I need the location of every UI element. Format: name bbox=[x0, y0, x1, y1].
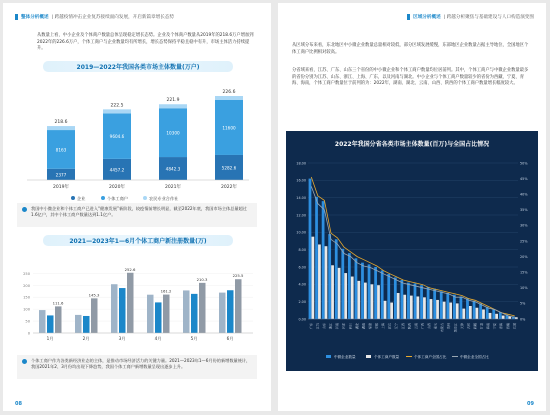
left-page bbox=[3, 3, 271, 411]
y-tick-label-left: 12.00 bbox=[296, 213, 306, 218]
bar-enterprises bbox=[420, 285, 423, 319]
x-tick-label: 河北 bbox=[341, 323, 346, 330]
info-icon bbox=[22, 359, 27, 364]
header-bar-icon bbox=[15, 14, 18, 20]
y-tick-label-left: 4.00 bbox=[298, 282, 306, 287]
page-number: 08 bbox=[15, 401, 22, 407]
bar-coop bbox=[215, 96, 243, 100]
paragraph-1: 从区域分布来看，东北地区中小微企业数量总量相对较低，部分区域发展缓慢，东部地区企业数量占据主导地位，全国地区个体工商户比例相对较高。 bbox=[292, 43, 529, 55]
label-individual: 9604.6 bbox=[109, 134, 125, 140]
x-tick-label: 广东 bbox=[308, 323, 313, 330]
bar bbox=[75, 315, 82, 333]
bar bbox=[199, 283, 206, 333]
label-total: 226.6 bbox=[222, 90, 236, 95]
x-tick-label: 5月 bbox=[190, 336, 198, 341]
legend-marker bbox=[71, 196, 75, 200]
bar-individual bbox=[351, 277, 354, 319]
x-tick-label: 4月 bbox=[154, 336, 162, 341]
x-tick-label: 3月 bbox=[118, 336, 126, 341]
bar-individual bbox=[482, 309, 485, 319]
x-tick-label: 吉林 bbox=[466, 323, 471, 330]
bar-individual bbox=[489, 313, 492, 319]
x-tick-label: 安徽 bbox=[374, 323, 379, 330]
bar-enterprises bbox=[440, 291, 443, 319]
chart3-title: 2022年我国分省各类市场主体数量(百万)与全国占比情况 bbox=[334, 141, 490, 148]
bar-enterprises bbox=[387, 274, 390, 319]
bar-enterprises bbox=[374, 267, 377, 319]
bar-enterprises bbox=[446, 293, 449, 319]
x-tick-label: 西藏 bbox=[505, 323, 510, 330]
bar-enterprises bbox=[335, 239, 338, 319]
y-tick-label: 150 bbox=[23, 295, 30, 300]
bar-individual bbox=[443, 302, 446, 319]
bar bbox=[235, 279, 242, 333]
chart1-title: 2019—2022年我国各类市场主体数量(万户) bbox=[43, 61, 233, 72]
bar-enterprises bbox=[479, 303, 482, 319]
bar-coop bbox=[103, 109, 131, 113]
x-tick-label: 黑龙江 bbox=[453, 323, 458, 333]
bar bbox=[47, 315, 54, 333]
right-page bbox=[278, 3, 546, 411]
bar-enterprises bbox=[355, 258, 358, 319]
x-tick-label: 陕西 bbox=[407, 323, 412, 330]
x-tick-label: 2021年 bbox=[165, 185, 181, 190]
bar-enterprises bbox=[414, 283, 417, 319]
bar-enterprises bbox=[492, 309, 495, 319]
label-individual: 10300 bbox=[166, 130, 180, 136]
y-tick-label-left: 0.00 bbox=[298, 317, 306, 322]
x-tick-label: 甘肃 bbox=[479, 323, 484, 330]
bar-individual bbox=[371, 284, 374, 319]
legend-label: 中微企业全国占比 bbox=[460, 355, 489, 359]
x-tick-label: 山西 bbox=[427, 323, 432, 330]
bar-enterprises bbox=[368, 264, 371, 319]
legend-label: 个体工商户全国占比 bbox=[414, 355, 447, 359]
y-tick-label-right: 20% bbox=[520, 254, 528, 259]
bar-enterprises bbox=[486, 307, 489, 319]
bar-individual bbox=[331, 265, 334, 319]
note1 bbox=[17, 203, 257, 227]
label-individual: 8163 bbox=[55, 147, 67, 153]
data-label: 210.3 bbox=[196, 276, 208, 282]
label-total: 222.5 bbox=[110, 103, 124, 109]
y-tick-label-right: 30% bbox=[520, 223, 528, 228]
bar bbox=[155, 302, 162, 333]
data-label: 225.5 bbox=[232, 273, 244, 279]
x-tick-label: 辽宁 bbox=[394, 323, 399, 330]
x-tick-label: 新疆 bbox=[472, 323, 477, 330]
y-tick-label-right: 45% bbox=[520, 176, 528, 181]
header-tag: 整体分析概述 bbox=[21, 15, 49, 20]
data-label: 145.3 bbox=[88, 292, 100, 298]
bar-individual bbox=[416, 296, 419, 319]
x-tick-label: 江西 bbox=[400, 323, 405, 330]
x-tick-label: 北京 bbox=[387, 323, 392, 330]
note2-text: 个体工商户作为各类新经济业态的主体，是推动市场经济活力的关键力量。2021—2023年1—6月份的新增数量统计，我国2021年2、3月份均出现下降趋势，我国个体工商户新增数量呈现出逐步上升。 bbox=[31, 358, 251, 370]
note1-text: 我国中小微企业和个体工商户已进入“健康发展”新阶段，较疫情前增长明显，截至2022年底，我国市场主体总量超过1.6亿户，其中个体工商户数量达到1.1亿户。 bbox=[31, 206, 248, 218]
bar-enterprises bbox=[499, 312, 502, 319]
x-tick-label: 天津 bbox=[459, 323, 464, 330]
header-bar-icon bbox=[407, 14, 410, 20]
bar-individual bbox=[456, 303, 459, 319]
bar-enterprises bbox=[394, 277, 397, 319]
bar-enterprises bbox=[309, 179, 312, 319]
legend-label: 企业 bbox=[77, 196, 86, 201]
x-tick-label: 湖南 bbox=[361, 323, 366, 330]
label-enterprise: 2377 bbox=[55, 172, 67, 178]
x-tick-label: 湖北 bbox=[354, 323, 359, 330]
bar-enterprises bbox=[341, 249, 344, 319]
bar bbox=[163, 295, 170, 333]
y-tick-label-left: 16.00 bbox=[296, 178, 306, 183]
bar-individual bbox=[311, 237, 314, 319]
bar-individual bbox=[476, 308, 479, 319]
x-tick-label: 江苏 bbox=[315, 323, 320, 330]
y-tick-label-right: 25% bbox=[520, 239, 528, 244]
bar-individual bbox=[397, 293, 400, 319]
bar bbox=[39, 310, 46, 333]
chart2 bbox=[17, 251, 257, 351]
bar-individual bbox=[430, 299, 433, 319]
bar-enterprises bbox=[328, 234, 331, 319]
bar bbox=[127, 273, 134, 333]
bar-enterprises bbox=[361, 263, 364, 319]
bar-enterprises bbox=[433, 289, 436, 319]
bar bbox=[183, 290, 190, 333]
chart2-title: 2021—2023年1—6月个体工商户新注册数量(万) bbox=[43, 235, 233, 246]
page-number: 09 bbox=[527, 401, 534, 407]
y-tick-label-left: 18.00 bbox=[296, 161, 306, 166]
header-text: | 跨越分析聚焦与基础建设与人口构造演变图 bbox=[443, 15, 534, 20]
bar-individual bbox=[515, 317, 518, 319]
note2 bbox=[17, 355, 257, 379]
paragraph-2: 分省域来看，江苏、广东、山东三个省份的中小微企业和个体工商户数量均位居前列。其中，个体工商户与中微企业数量最多的省份分别为江苏、山东、浙江、上海、广东，以及河南与湖北。中小企业与个体工商户数量较少的省份为西藏、宁夏、青海、海南，个体工商户数量位于前列的为：2022年，湖南、湖北、云南、山西、陕西的个体工商户数量增长幅度较大。 bbox=[292, 68, 529, 87]
bar-individual bbox=[449, 303, 452, 319]
x-tick-label: 青海 bbox=[499, 323, 504, 330]
page-header bbox=[15, 12, 259, 22]
page-header bbox=[290, 12, 534, 22]
y-tick-label-left: 6.00 bbox=[298, 265, 306, 270]
y-tick-label-left: 10.00 bbox=[296, 230, 306, 235]
bar-individual bbox=[344, 273, 347, 319]
x-tick-label: 浙江 bbox=[328, 323, 333, 330]
bar-individual bbox=[436, 300, 439, 319]
x-tick-label: 福建 bbox=[367, 323, 372, 330]
x-tick-label: 河南 bbox=[335, 323, 340, 330]
legend-marker bbox=[143, 196, 147, 200]
legend-label: 农民专业合作社 bbox=[149, 196, 179, 201]
chart3 bbox=[286, 149, 538, 371]
bar bbox=[55, 306, 62, 333]
label-total: 221.9 bbox=[166, 98, 180, 104]
bar-enterprises bbox=[460, 296, 463, 319]
label-enterprise: 4842.3 bbox=[165, 166, 181, 172]
legend-marker bbox=[101, 196, 105, 200]
label-total: 218.6 bbox=[54, 120, 68, 126]
bar-enterprises bbox=[453, 295, 456, 319]
y-tick-label: 250 bbox=[23, 271, 30, 276]
legend-label: 个体工商户数量 bbox=[374, 355, 400, 359]
x-tick-label: 兵团 bbox=[512, 323, 517, 330]
label-enterprise: 4457.2 bbox=[109, 167, 125, 173]
y-tick-label: 0 bbox=[27, 331, 30, 336]
x-tick-label: 2022年 bbox=[221, 185, 237, 190]
legend-label: 个体工商户 bbox=[107, 196, 128, 201]
bar-enterprises bbox=[348, 253, 351, 319]
x-tick-label: 重庆 bbox=[433, 323, 438, 330]
bar-individual bbox=[338, 268, 341, 319]
bar-individual bbox=[318, 244, 321, 319]
x-tick-label: 云南 bbox=[413, 323, 418, 330]
bar-individual bbox=[423, 297, 426, 319]
y-tick-label: 100 bbox=[23, 307, 30, 312]
bar-enterprises bbox=[473, 301, 476, 319]
x-tick-label: 6月 bbox=[226, 336, 234, 341]
bar-individual bbox=[462, 309, 465, 319]
bar-individual bbox=[325, 246, 328, 319]
y-tick-label-left: 2.00 bbox=[298, 299, 306, 304]
x-tick-label: 2019年 bbox=[53, 185, 69, 190]
bar bbox=[119, 288, 126, 333]
y-tick-label-right: 10% bbox=[520, 286, 528, 291]
bar-enterprises bbox=[400, 280, 403, 319]
bar-individual bbox=[469, 306, 472, 319]
x-tick-label: 1月 bbox=[46, 336, 54, 341]
bar-individual bbox=[384, 301, 387, 319]
data-label: 252.6 bbox=[124, 266, 136, 272]
x-tick-label: 广西 bbox=[420, 323, 425, 330]
y-tick-label-left: 8.00 bbox=[298, 247, 306, 252]
data-label: 111.6 bbox=[52, 300, 64, 306]
bar bbox=[83, 316, 90, 333]
y-tick-label: 50 bbox=[25, 319, 30, 324]
x-tick-label: 贵州 bbox=[446, 323, 451, 330]
label-individual: 11600 bbox=[222, 125, 236, 131]
x-tick-label: 2月 bbox=[82, 336, 90, 341]
bar-individual bbox=[410, 296, 413, 319]
y-tick-label-right: 50% bbox=[520, 161, 528, 166]
y-tick-label: 200 bbox=[23, 283, 30, 288]
x-tick-label: 内蒙古 bbox=[440, 323, 445, 333]
intro-paragraph: 从数量上看，中小企业及个体商户数量总体呈现稳定增长态势。企业及个体商户数量从2019年的218.6万户增加到2022年的226.6万户，个体工商户与企业数量均有所增长，增长态势保持平稳且稳中有升，市场主体活力持续提升。 bbox=[37, 33, 254, 52]
legend-label: 中微企业数量 bbox=[334, 355, 356, 359]
bar-individual bbox=[495, 314, 498, 319]
header-text: | 跨越疫情冲击企业复苏接续面向发展，开启新篇章增长态势 bbox=[51, 15, 175, 20]
header-tag: 区域分析概述 bbox=[413, 15, 441, 20]
y-tick-label-right: 35% bbox=[520, 208, 528, 213]
x-tick-label: 宁夏 bbox=[492, 323, 497, 330]
legend-marker bbox=[366, 355, 371, 358]
bar-enterprises bbox=[466, 298, 469, 319]
bar bbox=[219, 293, 226, 333]
bar-coop bbox=[47, 126, 75, 130]
y-tick-label-right: 15% bbox=[520, 270, 528, 275]
y-tick-label-right: 40% bbox=[520, 192, 528, 197]
bar bbox=[147, 295, 154, 333]
x-tick-label: 山东 bbox=[322, 323, 327, 330]
bar-individual bbox=[502, 316, 505, 319]
bar-individual bbox=[364, 283, 367, 319]
legend-marker bbox=[326, 355, 331, 358]
label-enterprise: 5282.6 bbox=[221, 165, 237, 171]
y-tick-label-right: 5% bbox=[520, 301, 526, 306]
y-tick-label-left: 14.00 bbox=[296, 195, 306, 200]
bar-enterprises bbox=[381, 270, 384, 319]
chart3-panel bbox=[286, 131, 538, 371]
info-icon bbox=[22, 207, 27, 212]
bar-individual bbox=[403, 295, 406, 319]
x-tick-label: 2020年 bbox=[109, 185, 125, 190]
data-label: 161.2 bbox=[160, 288, 172, 294]
bar bbox=[227, 290, 234, 333]
bar-individual bbox=[377, 285, 380, 319]
bar-enterprises bbox=[407, 283, 410, 319]
x-tick-label: 四川 bbox=[348, 323, 353, 330]
bar-enterprises bbox=[322, 201, 325, 319]
bar-enterprises bbox=[315, 197, 318, 319]
bar-enterprises bbox=[427, 287, 430, 319]
y-tick-label-right: 0% bbox=[520, 317, 526, 322]
x-tick-label: 海南 bbox=[486, 323, 491, 330]
bar-individual bbox=[357, 281, 360, 319]
bar bbox=[111, 284, 118, 333]
bar-individual bbox=[390, 303, 393, 319]
x-tick-label: 上海 bbox=[381, 323, 386, 330]
bar bbox=[191, 294, 198, 333]
chart1 bbox=[17, 75, 257, 205]
bar-coop bbox=[159, 104, 187, 108]
bar bbox=[91, 298, 98, 333]
